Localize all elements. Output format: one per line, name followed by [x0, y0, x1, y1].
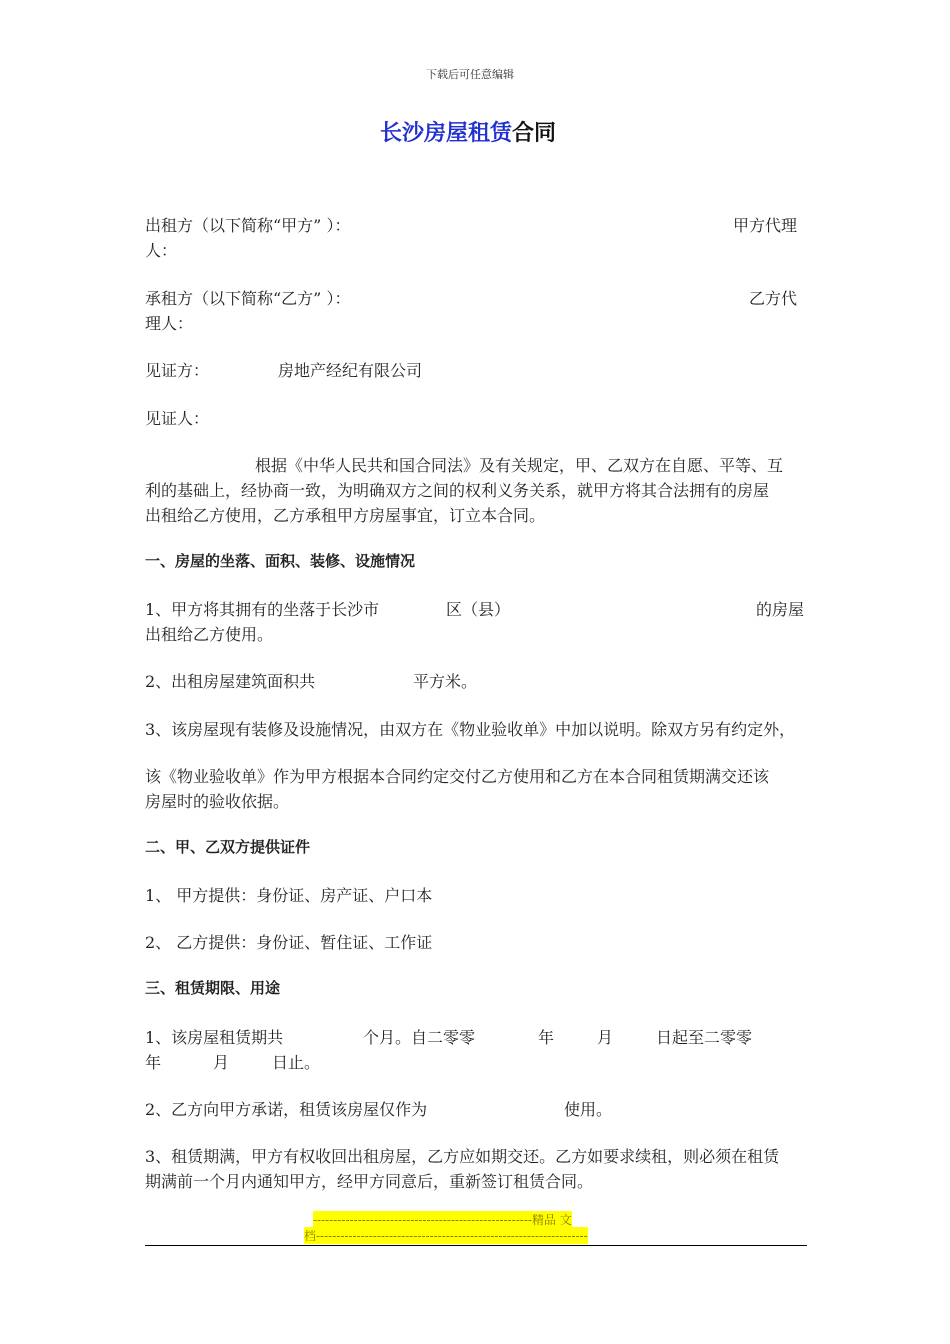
section-2-heading: 二、甲、乙双方提供证件	[145, 838, 311, 856]
s3-item1-part-e: 日起至二零零	[656, 1028, 753, 1047]
s3-item1-part-h: 日止。	[272, 1053, 321, 1072]
witness-company: 房地产经纪有限公司	[278, 361, 423, 380]
intro-line-2: 利的基础上，经协商一致，为明确双方之间的权利义务关系，就甲方将其合法拥有的房屋	[145, 481, 770, 500]
s1-item2-part-a: 2、出租房屋建筑面积共	[145, 672, 316, 691]
s1-item2-part-b: 平方米。	[413, 672, 478, 691]
s3-item2-part-a: 2、乙方向甲方承诺，租赁该房屋仅作为	[145, 1100, 428, 1119]
intro-line-1: 根据《中华人民共和国合同法》及有关规定，甲、乙双方在自愿、平等、互	[255, 456, 784, 475]
s3-item3-line-2: 期满前一个月内通知甲方，经甲方同意后，重新签订租赁合同。	[145, 1172, 594, 1191]
s1-item1-part-b: 区（县）	[446, 600, 511, 619]
lessee-agent-label-cont: 理人：	[145, 314, 194, 333]
lessee-agent-label: 乙方代	[749, 289, 798, 308]
title-blue-part: 长沙房屋租赁	[380, 121, 513, 146]
s2-item-1: 1、 甲方提供：身份证、房产证、户口本	[145, 886, 433, 905]
s3-item1-part-g: 月	[213, 1053, 230, 1072]
footer-divider	[145, 1245, 807, 1246]
footer-watermark-line-1: ------------------------------------------------------精品 文	[313, 1213, 572, 1227]
lessee-label: 承租方（以下简称“乙方” ）：	[145, 289, 351, 308]
witness-party-label: 见证方：	[145, 361, 210, 380]
s3-item1-part-f: 年	[145, 1053, 162, 1072]
intro-line-3: 出租给乙方使用，乙方承租甲方房屋事宜，订立本合同。	[145, 506, 546, 525]
s1-item3-line-1: 3、该房屋现有装修及设施情况，由双方在《物业验收单》中加以说明。除双方另有约定外，	[145, 720, 796, 739]
s1-item3-line-3: 房屋时的验收依据。	[145, 792, 290, 811]
s2-item-2: 2、 乙方提供：身份证、暂住证、工作证	[145, 933, 433, 952]
s1-item1-part-c: 的房屋	[756, 600, 805, 619]
title-black-part: 合同	[512, 121, 557, 146]
s3-item1-part-b: 个月。自二零零	[363, 1028, 476, 1047]
header-note: 下载后可任意编辑	[426, 68, 514, 81]
s3-item2-part-b: 使用。	[564, 1100, 613, 1119]
s1-item1-part-d: 出租给乙方使用。	[145, 625, 274, 644]
section-1-heading: 一、房屋的坐落、面积、装修、设施情况	[145, 552, 416, 570]
witness-person-label: 见证人：	[145, 409, 210, 428]
lessor-agent-label: 甲方代理	[733, 216, 798, 235]
s1-item1-part-a: 1、甲方将其拥有的坐落于长沙市	[145, 600, 380, 619]
s3-item1-part-a: 1、该房屋租赁期共	[145, 1028, 284, 1047]
s3-item1-part-d: 月	[597, 1028, 614, 1047]
s3-item1-part-c: 年	[538, 1028, 555, 1047]
s3-item3-line-1: 3、租赁期满，甲方有权收回出租房屋，乙方应如期交还。乙方如要求续租，则必须在租赁	[145, 1147, 780, 1166]
document-title	[380, 116, 556, 147]
lessor-label: 出租方（以下简称“甲方” ）：	[145, 216, 351, 235]
s1-item3-line-2: 该《物业验收单》作为甲方根据本合同约定交付乙方使用和乙方在本合同租赁期满交还该	[145, 767, 770, 786]
footer-watermark-line-2: 档-------------------------------------------------------------------	[304, 1229, 588, 1243]
lessor-agent-label-cont: 人：	[145, 241, 178, 260]
section-3-heading: 三、租赁期限、用途	[145, 979, 281, 997]
